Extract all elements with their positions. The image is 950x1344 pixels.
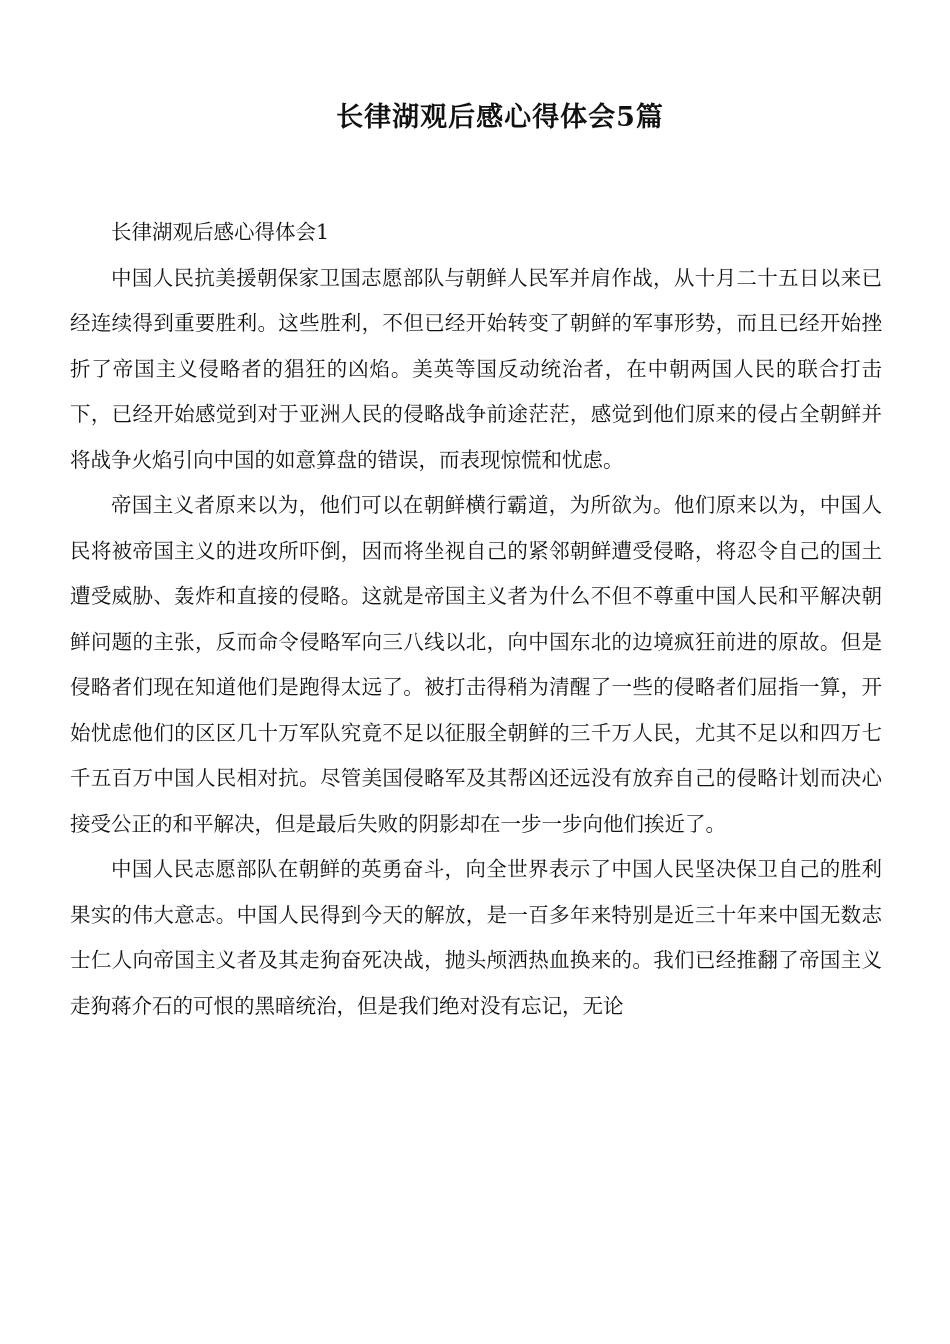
paragraph: 中国人民抗美援朝保家卫国志愿部队与朝鲜人民军并肩作战，从十月二十五日以来已经连续得到重要胜利。这些胜利，不但已经开始转变了朝鲜的军事形势，而且已经开始挫折了帝国主义侵略者的猖狂的凶焰。美英等国反动统治者，在中朝两国人民的联合打击下，已经开始感觉到对于亚洲人民的侵略战争前途茫茫，感觉到他们原来的侵占全朝鲜并将战争火焰引向中国的如意算盘的错误，而表现惊慌和忧虑。 [70, 265, 882, 472]
document-title: 长律湖观后感心得体会5篇 [336, 102, 664, 133]
paragraph: 帝国主义者原来以为，他们可以在朝鲜横行霸道，为所欲为。他们原来以为，中国人民将被帝国主义的进攻所吓倒，因而将坐视自己的紧邻朝鲜遭受侵略，将忍令自己的国土遭受威胁、轰炸和直接的侵略。这就是帝国主义者为什么不但不尊重中国人民和平解决朝鲜问题的主张，反而命令侵略军向三八线以北，向中国东北的边境疯狂前进的原故。但是侵略者们现在知道他们是跑得太远了。被打击得稍为清醒了一些的侵略者们屈指一算，开始忧虑他们的区区几十万军队究竟不足以征服全朝鲜的三千万人民，尤其不足以和四万七千五百万中国人民相对抗。尽管美国侵略军及其帮凶还远没有放弃自己的侵略计划而决心接受公正的和平解决，但是最后失败的阴影却在一步一步向他们挨近了。 [70, 493, 882, 836]
document-body [70, 210, 882, 1029]
section-heading: 长律湖观后感心得体会1 [111, 220, 330, 244]
paragraph: 中国人民志愿部队在朝鲜的英勇奋斗，向全世界表示了中国人民坚决保卫自己的胜利果实的伟大意志。中国人民得到今天的解放，是一百多年来特别是近三十年来中国无数志士仁人向帝国主义者及其走狗奋死决战，抛头颅洒热血换来的。我们已经推翻了帝国主义走狗蒋介石的可恨的黑暗统治，但是我们绝对没有忘记，无论 [70, 857, 882, 1018]
